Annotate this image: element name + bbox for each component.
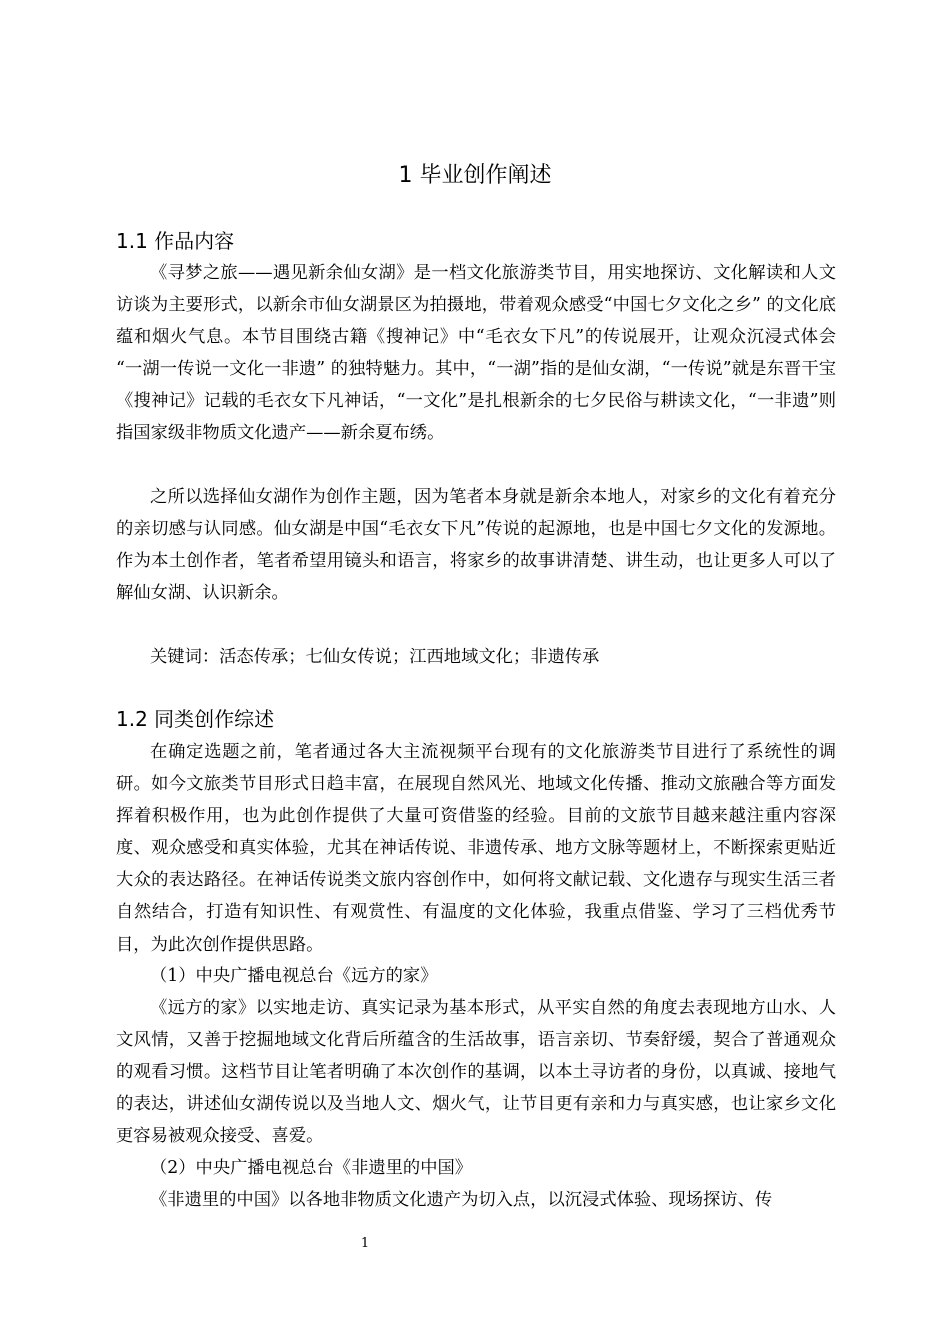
paragraph-item-2: 《非遗里的中国》以各地非物质文化遗产为切入点，以沉浸式体验、现场探访、传: [150, 1190, 773, 1210]
paragraph-review-intro: 在确定选题之前，笔者通过各大主流视频平台现有的文化旅游类节目进行了系统性的调研。如今文旅类节目形式日趋丰富，在展现自然风光、地域文化传播、推动文旅融合等方面发挥着积极作用，也为此创作提供了大量可资借鉴的经验。目前的文旅节目越来越注重内容深度、观众感受和真实体验，尤其在神话传说、非遗传承、地方文脉等题材上，不断探索更贴近大众的表达路径。在神话传说类文旅内容创作中，如何将文献记载、文化遗存与现实生活三者自然结合，打造有知识性、有观赏性、有温度的文化体验，我重点借鉴、学习了三档优秀节目，为此次创作提供思路。: [116, 742, 836, 955]
item-1-title: （1）中央广播电视总台《远方的家》: [150, 966, 438, 986]
chapter-title: 1 毕业创作阐述: [398, 163, 552, 188]
section-heading-1-2: 1.2 同类创作综述: [116, 707, 275, 731]
page-number: 1: [360, 1236, 370, 1251]
item-2-title: （2）中央广播电视总台《非遗里的中国》: [150, 1158, 473, 1178]
paragraph-topic-reason: 之所以选择仙女湖作为创作主题，因为笔者本身就是新余本地人，对家乡的文化有着充分的亲切感与认同感。仙女湖是中国“毛衣女下凡”传说的起源地，也是中国七夕文化的发源地。作为本土创作者，笔者希望用镜头和语言，将家乡的故事讲清楚、讲生动，也让更多人可以了解仙女湖、认识新余。: [116, 487, 836, 604]
paragraph-work-content: 《寻梦之旅——遇见新余仙女湖》是一档文化旅游类节目，用实地探访、文化解读和人文访谈为主要形式，以新余市仙女湖景区为拍摄地，带着观众感受“中国七夕文化之乡” 的文化底蕴和烟火气息。本节目围绕古籍《搜神记》中“毛衣女下凡”的传说展开，让观众沉浸式体会 “一湖一传说一文化一非遗” 的独特魅力。其中，“一湖”指的是仙女湖，“一传说”就是东晋干宝《搜神记》记载的毛衣女下凡神话，“一文化”是扎根新余的七夕民俗与耕读文化，“一非遗”则指国家级非物质文化遗产——新余夏布绣。: [116, 263, 836, 444]
keywords-line: 关键词：活态传承；七仙女传说；江西地域文化；非遗传承: [150, 647, 600, 667]
section-heading-1-1: 1.1 作品内容: [116, 229, 235, 253]
paragraph-item-1: 《远方的家》以实地走访、真实记录为基本形式，从平实自然的角度去表现地方山水、人文风情，又善于挖掘地域文化背后所蕴含的生活故事，语言亲切、节奏舒缓，契合了普通观众的观看习惯。这档节目让笔者明确了本次创作的基调，以本土寻访者的身份，以真诚、接地气的表达，讲述仙女湖传说以及当地人文、烟火气，让节目更有亲和力与真实感，也让家乡文化更容易被观众接受、喜爱。: [116, 998, 836, 1147]
